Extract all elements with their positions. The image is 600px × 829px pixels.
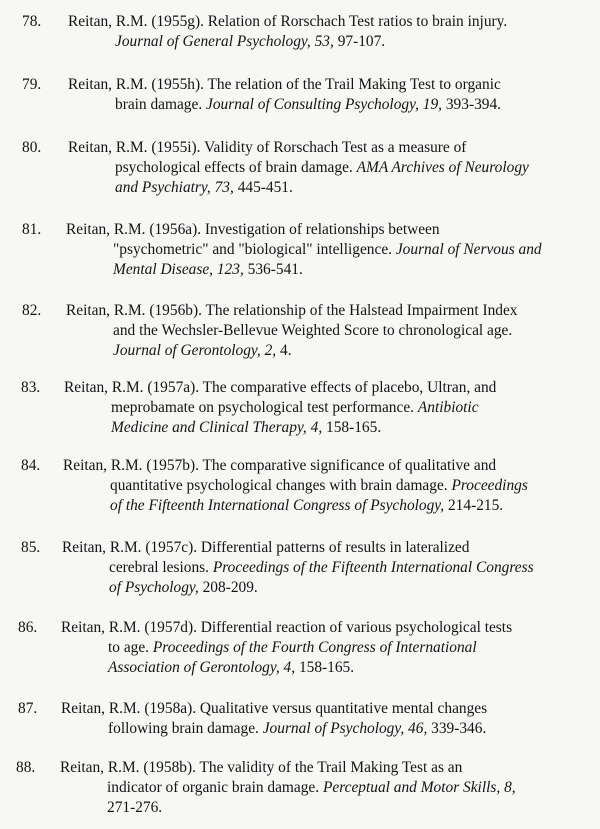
reference-line [61, 719, 487, 739]
reference-pages: 4. [276, 342, 292, 359]
reference-text [66, 301, 518, 361]
reference-source-title: Proceedings [451, 477, 528, 494]
reference-line [61, 699, 487, 719]
reference-line [60, 798, 516, 818]
reference-plain-text: Reitan, R.M. (1956b). The relationship of the Halstead Impairment Index [66, 302, 518, 319]
reference-plain-text: psychological effects of brain damage. [115, 159, 357, 176]
reference-source-title: AMA Archives of Neurology [356, 159, 529, 176]
reference-source-title: of Psychology, [109, 579, 199, 596]
reference-number: 81. [22, 221, 42, 238]
reference-plain-text: indicator of organic brain damage. [107, 779, 323, 796]
reference-plain-text: and the Wechsler-Bellevue Weighted Score to chronological age. [113, 322, 513, 339]
reference-source-title: of the Fifteenth International Congress of Psychology, [110, 497, 445, 514]
reference-line [62, 558, 534, 578]
reference-source-title: and Psychiatry, 73, [115, 179, 234, 196]
reference-text [60, 758, 516, 818]
reference-plain-text: Reitan, R.M. (1957c). Differential patterns of results in lateralized [62, 539, 470, 556]
reference-source-title: Journal of Psychology, 46, [262, 720, 428, 737]
reference-source-title: Journal of General Psychology, 53, [115, 33, 334, 50]
reference-line [66, 321, 518, 341]
reference-line [66, 260, 542, 280]
reference-text [68, 12, 507, 52]
reference-line [68, 95, 501, 115]
reference-number: 83. [21, 379, 41, 396]
reference-source-title: Journal of Gerontology, 2, [113, 342, 277, 359]
reference-plain-text: "psychometric" and "biological" intelligence. [113, 241, 396, 258]
reference-source-title: Journal of Consulting Psychology, 19, [206, 96, 443, 113]
reference-source-title: Proceedings of the Fifteenth International Congress [212, 559, 534, 576]
reference-plain-text: Reitan, R.M. (1958b). The validity of the Trail Making Test as an [60, 759, 463, 776]
reference-line [66, 301, 518, 321]
reference-line [64, 378, 496, 398]
reference-plain-text: Reitan, R.M. (1955i). Validity of Rorschach Test as a measure of [68, 139, 467, 156]
reference-line [66, 341, 518, 361]
reference-line [63, 456, 528, 476]
reference-line [62, 578, 534, 598]
reference-source-title: Association of Gerontology, 4, [108, 659, 296, 676]
reference-text [63, 456, 528, 516]
reference-text [64, 378, 496, 438]
reference-line [60, 778, 516, 798]
reference-source-title: Medicine and Clinical Therapy, 4, [111, 419, 323, 436]
reference-line [61, 638, 512, 658]
reference-plain-text: 271-276. [107, 799, 163, 816]
reference-source-title: Mental Disease, 123, [113, 261, 244, 278]
reference-pages: 536-541. [243, 261, 303, 278]
reference-line [68, 12, 507, 32]
reference-line [62, 538, 534, 558]
reference-number: 78. [22, 13, 42, 30]
reference-plain-text: Reitan, R.M. (1955h). The relation of the Trail Making Test to organic [68, 76, 501, 93]
reference-pages: 158-165. [322, 419, 382, 436]
reference-line [61, 658, 512, 678]
reference-pages: 445-451. [233, 179, 293, 196]
reference-plain-text: quantitative psychological changes with brain damage. [110, 477, 452, 494]
reference-plain-text: Reitan, R.M. (1956a). Investigation of relationships between [66, 221, 440, 238]
reference-number: 85. [21, 539, 41, 556]
reference-plain-text: Reitan, R.M. (1957b). The comparative significance of qualitative and [63, 457, 497, 474]
reference-number: 88. [16, 759, 36, 776]
reference-line [61, 618, 512, 638]
reference-source-title: Journal of Nervous and [395, 241, 542, 258]
reference-line [68, 178, 529, 198]
reference-line [66, 220, 542, 240]
reference-pages: 339-346. [427, 720, 487, 737]
reference-line [64, 418, 496, 438]
reference-plain-text: following brain damage. [108, 720, 263, 737]
reference-plain-text: Reitan, R.M. (1958a). Qualitative versus quantitative mental changes [61, 700, 488, 717]
reference-line [66, 240, 542, 260]
reference-text [62, 538, 534, 598]
reference-line [63, 496, 528, 516]
reference-text [61, 699, 487, 739]
reference-pages: 158-165. [295, 659, 355, 676]
reference-pages: 208-209. [198, 579, 258, 596]
reference-source-title: Antibiotic [417, 399, 479, 416]
reference-line [63, 476, 528, 496]
reference-line [60, 758, 516, 778]
reference-pages: 214-215. [444, 497, 504, 514]
reference-number: 79. [22, 76, 42, 93]
reference-plain-text: cerebral lesions. [109, 559, 213, 576]
reference-text [61, 618, 512, 678]
reference-source-title: Perceptual and Motor Skills, 8, [322, 779, 516, 796]
reference-number: 86. [18, 619, 38, 636]
reference-number: 87. [18, 700, 38, 717]
reference-text [66, 220, 542, 280]
reference-line [64, 398, 496, 418]
reference-line [68, 158, 529, 178]
reference-number: 80. [22, 139, 42, 156]
reference-source-title: Proceedings of the Fourth Congress of International [152, 639, 477, 656]
reference-number: 82. [22, 302, 42, 319]
reference-plain-text: Reitan, R.M. (1957d). Differential reaction of various psychological tests [61, 619, 513, 636]
reference-plain-text: Reitan, R.M. (1955g). Relation of Rorschach Test ratios to brain injury. [68, 13, 508, 30]
reference-pages: 97-107. [333, 33, 386, 50]
reference-line [68, 75, 501, 95]
reference-plain-text: brain damage. [115, 96, 207, 113]
reference-line [68, 138, 529, 158]
reference-text [68, 138, 529, 198]
reference-text [68, 75, 501, 115]
reference-number: 84. [21, 457, 41, 474]
reference-line [68, 32, 507, 52]
reference-pages: 393-394. [442, 96, 502, 113]
reference-plain-text: Reitan, R.M. (1957a). The comparative effects of placebo, Ultran, and [64, 379, 497, 396]
reference-plain-text: to age. [108, 639, 153, 656]
reference-plain-text: meprobamate on psychological test performance. [111, 399, 418, 416]
